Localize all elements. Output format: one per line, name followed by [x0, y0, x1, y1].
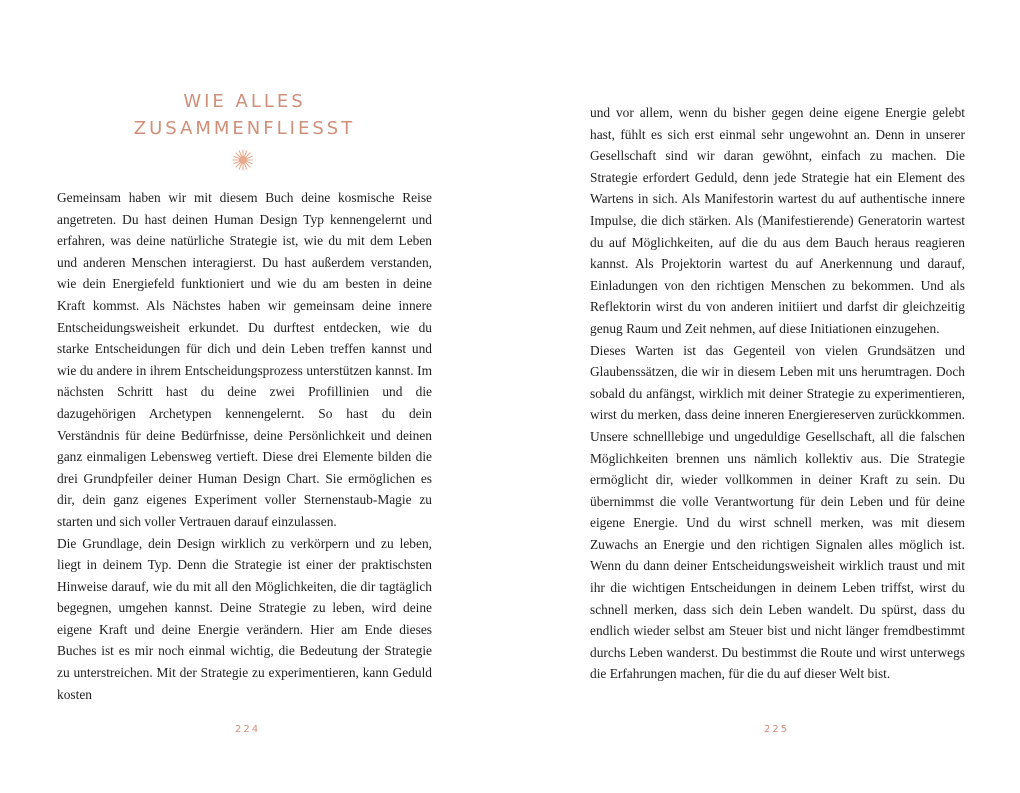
- paragraph: und vor allem, wenn du bisher gegen deine eigene Energie gelebt hast, fühlt es sich erst einmal sehr ungewohnt an. Denn in unserer Gesellschaft sind wir daran gewöhnt, einfach zu machen. Die Strategie erfordert Geduld, denn jede Strategie hat ein Element des Wartens in sich. Als Manifestorin wartest du auf authentische innere Impulse, die dich stärken. Als (Manifestierende) Generatorin wartest du auf Möglichkeiten, auf die du aus dem Bauch heraus reagieren kannst. Als Projektorin wartest du auf Anerkennung und darauf, Einladungen von den richtigen Menschen zu bekommen. Und als Reflektorin wirst du von anderen initiiert und darfst dir gleichzeitig genug Raum und Zeit nehmen, auf diese Initiationen einzugehen.: [590, 105, 965, 336]
- paragraph: Dieses Warten ist das Gegenteil von vielen Grundsätzen und Glaubenssätzen, die wir in diesem Leben mit uns herumtragen. Doch sobald du anfängst, wirklich mit deiner Strategie zu experimentieren, wirst du merken, dass deine inneren Energiereserven zurückkommen. Unsere schnelllebige und ungeduldige Gesellschaft, all die falschen Möglichkeiten brennen uns nämlich kollektiv aus. Die Strategie ermöglicht dir, wieder vollkommen in deiner Kraft zu sein. Du übernimmst die volle Verantwortung für dein Leben und für deine eigene Energie. Und du wirst schnell merken, was mit diesem Zuwachs an Energie und den richtigen Signalen alles möglich ist. Wenn du dann deiner Entscheidungsweisheit wirklich traust und mit ihr die wichtigen Entscheidungen in deinem Leben triffst, wirst du schnell merken, dass sich dein Leben wandelt. Du spürst, dass du endlich wieder selbst am Steuer bist und nicht länger fremdbestimmt durchs Leben wanderst. Du bestimmst die Route und wirst unterwegs die Erfahrungen machen, für die du auf dieser Welt bist.: [590, 342, 965, 682]
- chapter-title-line-1: WIE ALLES: [183, 91, 306, 112]
- left-body-text: [57, 187, 432, 705]
- right-page: [510, 0, 1020, 793]
- page-number: 224: [235, 724, 261, 735]
- chapter-title-line-2: ZUSAMMENFLIESST: [133, 118, 356, 139]
- sun-burst-icon: [232, 149, 254, 171]
- chapter-title: [57, 88, 432, 142]
- paragraph: Die Grundlage, dein Design wirklich zu verkörpern und zu leben, liegt in deinem Typ. Denn die Strategie ist einer der praktischsten Hinweise darauf, wie du mit all den Möglichkeiten, die dir tagtäglich begegnen, umgehen kannst. Deine Strategie zu leben, wird deine eigene Kraft und deine Energie verändern. Hier am Ende dieses Buches ist es mir noch einmal wichtig, die Bedeutung der Strategie zu unterstreichen. Mit der Strategie zu experimentieren, kann Geduld kosten: [57, 535, 432, 702]
- page-number: 225: [764, 724, 790, 735]
- right-body-text: [590, 102, 965, 685]
- paragraph: Gemeinsam haben wir mit diesem Buch deine kosmische Reise angetreten. Du hast deinen Human Design Typ kennengelernt und erfahren, was deine natürliche Strategie ist, wie du mit dem Leben und anderen Menschen interagierst. Du hast außerdem verstanden, wie dein Energiefeld funktioniert und wie du am besten in deine Kraft kommst. Als Nächstes haben wir gemeinsam deine innere Entscheidungsweisheit erkundet. Du durftest entdecken, wie du starke Entscheidungen für dich und dein Leben treffen kannst und wie du andere in ihrem Entscheidungsprozess unterstützen kannst. Im nächsten Schritt hast du deine zwei Profillinien und die dazugehörigen Archetypen kennengelernt. So hast du dein Verständnis für deine Bedürfnisse, deine Persönlichkeit und deinen ganz einmaligen Lebensweg vertieft. Diese drei Elemente bilden die drei Grundpfeiler deiner Human Design Chart. Sie ermöglichen es dir, dein ganz eigenes Experiment voller Sternenstaub-Magie zu starten und sich voller Vertrauen darauf einzulassen.: [57, 190, 432, 529]
